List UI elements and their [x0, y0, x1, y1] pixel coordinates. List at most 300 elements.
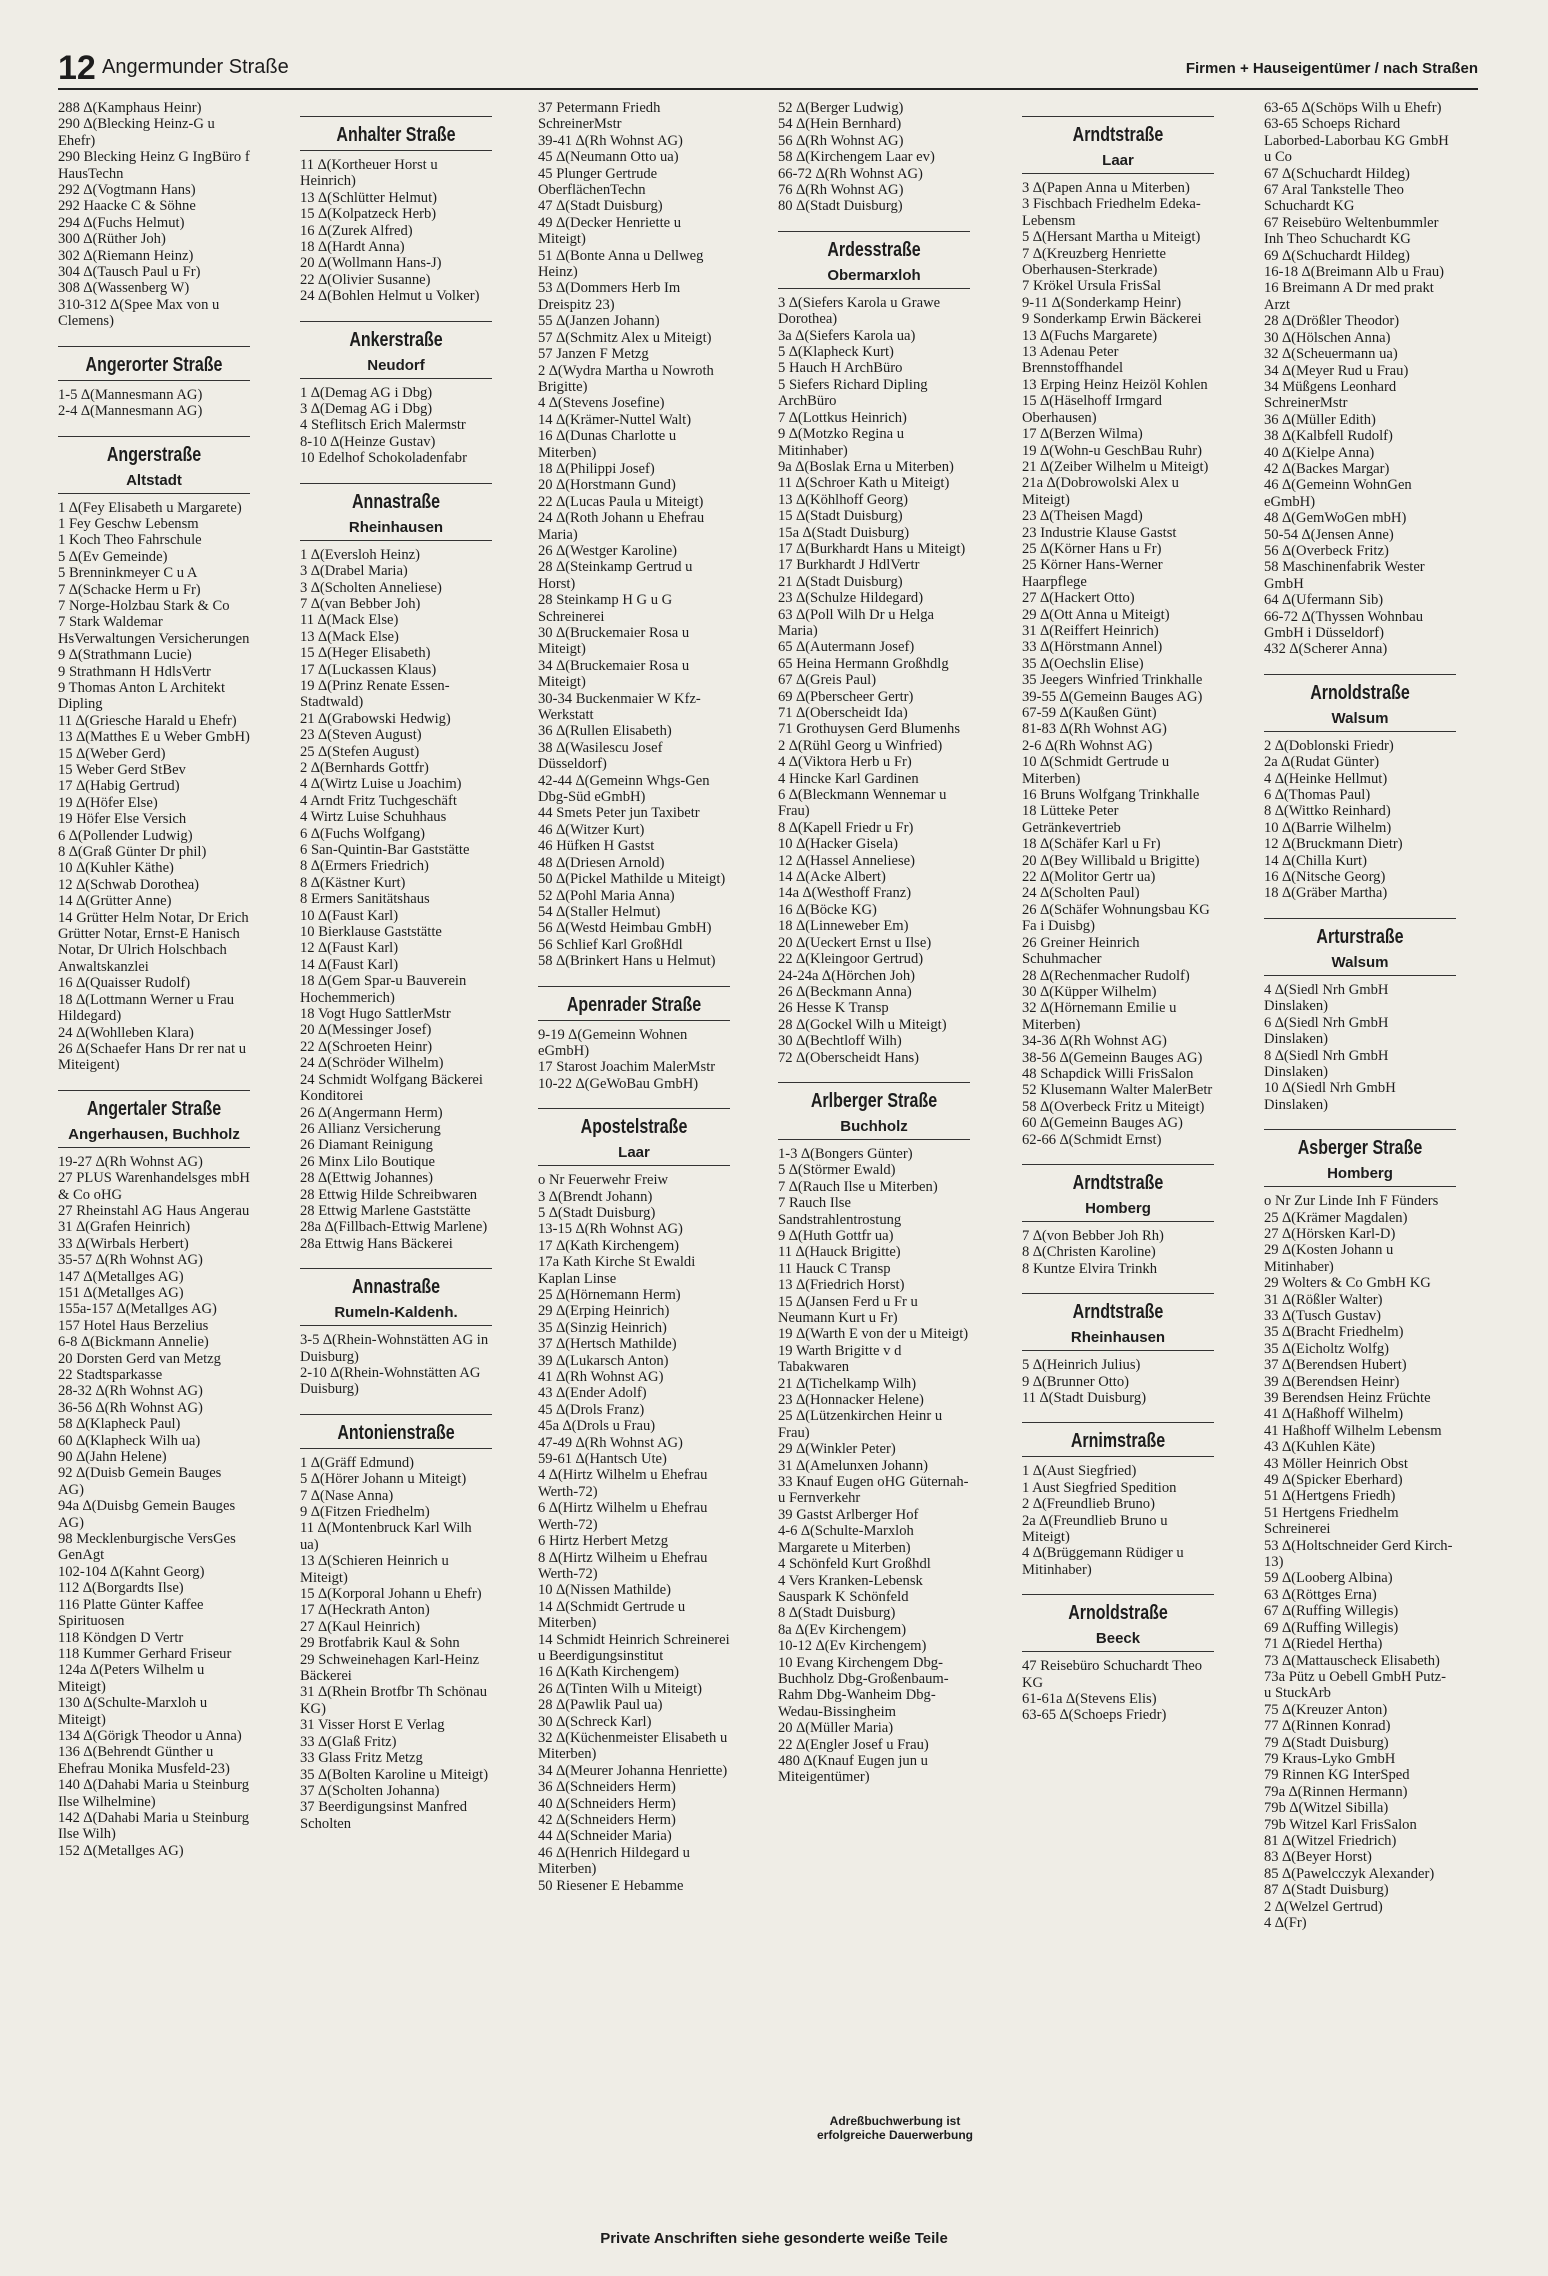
address-entry: 3 ∆(Brendt Johann)	[538, 1188, 653, 1205]
address-entry: 67-59 ∆(Kaußen Günt)	[1022, 705, 1157, 721]
address-entry: 35 ∆(Eicholtz Wolfg)	[1264, 1340, 1390, 1357]
address-entry: 71 Grothuysen Gerd Blumenhs	[778, 721, 960, 738]
address-entry: 14 ∆(Schmidt Gertrude u Miterben)	[538, 1598, 686, 1632]
address-entry: 48 ∆(Driesen Arnold)	[538, 854, 665, 871]
address-entry: 11 Hauck C Transp	[778, 1260, 891, 1277]
address-entry: 53 ∆(Dommers Herb Im Dreispitz 23)	[538, 280, 681, 313]
address-entry: 21 ∆(Stadt Duisburg)	[778, 573, 903, 590]
address-entry: 29 Brotfabrik Kaul & Sohn	[300, 1635, 460, 1652]
address-entry: 3 ∆(Drabel Maria)	[300, 563, 408, 580]
address-entry: 1-5 ∆(Mannesmann AG)	[58, 386, 203, 403]
address-entry: 22 ∆(Lucas Paula u Miteigt)	[538, 493, 704, 510]
street-name: Arturstraße	[1316, 925, 1404, 948]
header-section: Firmen + Hauseigentümer / nach Straßen	[1185, 60, 1478, 77]
address-entry: 53 ∆(Holtschneider Gerd Kirch-13)	[1264, 1537, 1453, 1571]
address-entry: 63 ∆(Röttges Erna)	[1264, 1586, 1377, 1603]
address-entry: 11 ∆(Mack Else)	[300, 612, 399, 629]
address-entry: 13 ∆(Friedrich Horst)	[778, 1277, 905, 1294]
address-entry: 66-72 ∆(Rh Wohnst AG)	[778, 165, 923, 182]
address-entry: 64 ∆(Ufermann Sib)	[1264, 592, 1384, 609]
address-entry: 72 ∆(Oberscheidt Hans)	[778, 1049, 920, 1066]
address-entry: 34-36 ∆(Rh Wohnst AG)	[1022, 1033, 1167, 1050]
district-name: Rheinhausen	[1070, 1329, 1166, 1347]
address-entry: 80 ∆(Stadt Duisburg)	[778, 198, 903, 215]
address-entry: 22 ∆(Kleingoor Gertrud)	[778, 951, 924, 968]
address-entry: 8 ∆(Graß Günter Dr phil)	[58, 844, 207, 861]
address-entry: 5 ∆(Klapheck Kurt)	[778, 344, 894, 361]
street-name: Asberger Straße	[1297, 1137, 1423, 1160]
address-entry: 9-19 ∆(Gemeinn Wohnen eGmbH)	[538, 1026, 688, 1059]
address-entry: 50 Riesener E Hebamme	[538, 1877, 684, 1894]
address-entry: 1 Aust Siegfried Spedition	[1022, 1479, 1177, 1496]
address-entry: 480 ∆(Knauf Eugen jun u Miteigentümer)	[778, 1752, 928, 1786]
address-entry: 3 ∆(Scholten Anneliese)	[300, 579, 442, 596]
address-entry: 79b ∆(Witzel Sibilla)	[1264, 1800, 1389, 1817]
address-entry: 34 Müßgens Leonhard SchreinerMstr	[1264, 378, 1397, 412]
address-entry: 17 ∆(Luckassen Klaus)	[300, 661, 437, 678]
column-2	[300, 100, 492, 1832]
street-heading	[300, 116, 492, 151]
address-entry: 65 Heina Hermann Großhdlg	[778, 655, 949, 672]
address-entry: 2 ∆(Welzel Gertrud)	[1264, 1898, 1383, 1915]
address-entry: 39-41 ∆(Rh Wohnst AG)	[538, 132, 683, 149]
address-entry: 35 ∆(Sinzig Heinrich)	[538, 1319, 667, 1336]
address-entry: 67 Reisebüro Weltenbummler Inh Theo Schuchardt KG	[1264, 214, 1439, 248]
address-entry: 15 ∆(Häselhoff Irmgard Oberhausen)	[1022, 393, 1162, 426]
address-entry: 24-24a ∆(Hörchen Joh)	[778, 967, 915, 984]
address-entry: 136 ∆(Behrendt Günther u Ehefrau Monika Musfeld-23)	[58, 1744, 230, 1777]
address-entry: 15 ∆(Stadt Duisburg)	[778, 508, 903, 525]
address-entry: 48 Schapdick Willi FrisSalon	[1022, 1065, 1194, 1082]
address-entry: 26 ∆(Schäfer Wohnungsbau KG Fa i Duisbg)	[1022, 901, 1210, 935]
address-entry: 1 Koch Theo Fahrschule	[58, 532, 202, 549]
street-heading	[300, 1414, 492, 1449]
address-entry: 31 ∆(Rhein Brotfbr Th Schönau KG)	[300, 1684, 488, 1717]
address-entry: 51 ∆(Hertgens Friedh)	[1264, 1488, 1396, 1505]
street-heading	[58, 346, 250, 381]
address-entry: 32 ∆(Hörnemann Emilie u Miterben)	[1022, 1000, 1177, 1033]
address-entry: 26 ∆(Schaefer Hans Dr rer nat u Miteigent)	[58, 1040, 247, 1074]
address-entry: 310-312 ∆(Spee Max von u Clemens)	[58, 296, 220, 330]
address-entry: 3 Fischbach Friedhelm Edeka-Lebensm	[1022, 196, 1201, 229]
address-entry: 14a ∆(Westhoff Franz)	[778, 885, 912, 902]
address-entry: 52 ∆(Pohl Maria Anna)	[538, 887, 675, 904]
address-entry: 2 ∆(Doblonski Friedr)	[1264, 737, 1394, 754]
street-heading	[1022, 116, 1214, 174]
address-entry: 36 ∆(Rullen Elisabeth)	[538, 723, 672, 740]
address-entry: 20 ∆(Müller Maria)	[778, 1720, 894, 1737]
district-name: Rheinhausen	[348, 518, 444, 536]
address-entry: 39 ∆(Berendsen Heinr)	[1264, 1373, 1400, 1390]
address-entry: 46 ∆(Henrich Hildegard u Miterben)	[538, 1844, 690, 1878]
address-entry: 20 ∆(Ueckert Ernst u Ilse)	[778, 934, 932, 951]
address-entry: 10 ∆(Hacker Gisela)	[778, 836, 898, 853]
address-entry: 23 Industrie Klause Gastst	[1022, 524, 1177, 541]
address-entry: 19 ∆(Höfer Else)	[58, 794, 158, 811]
address-entry: 11 ∆(Kortheuer Horst u Heinrich)	[300, 157, 438, 190]
address-entry: 5 Brenninkmeyer C u A	[58, 565, 198, 582]
address-entry: 304 ∆(Tausch Paul u Fr)	[58, 264, 201, 281]
address-entry: 15 ∆(Heger Elisabeth)	[300, 645, 431, 662]
address-entry: 152 ∆(Metallges AG)	[58, 1842, 184, 1859]
address-entry: 5 ∆(Heinrich Julius)	[1022, 1357, 1141, 1374]
address-entry: 20 ∆(Messinger Josef)	[300, 1022, 432, 1039]
address-entry: 58 ∆(Brinkert Hans u Helmut)	[538, 953, 716, 970]
address-entry: 33 ∆(Wirbals Herbert)	[58, 1235, 189, 1252]
address-entry: 28 ∆(Gockel Wilh u Miteigt)	[778, 1016, 947, 1033]
address-entry: 49 ∆(Decker Henriette u Miteigt)	[538, 214, 682, 248]
address-entry: 1 ∆(Fey Elisabeth u Margarete)	[58, 499, 242, 516]
address-entry: 67 ∆(Schuchardt Hildeg)	[1264, 165, 1410, 182]
address-entry: 52 ∆(Berger Ludwig)	[778, 100, 904, 116]
address-entry: 13-15 ∆(Rh Wohnst AG)	[538, 1221, 683, 1238]
address-entry: 63-65 ∆(Schoeps Friedr)	[1022, 1707, 1167, 1724]
address-entry: 4 ∆(Viktora Herb u Fr)	[778, 754, 912, 771]
address-entry: 10 Edelhof Schokoladenfabr	[300, 450, 467, 467]
street-name: Angertaler Straße	[86, 1097, 222, 1120]
address-entry: 29 ∆(Erping Heinrich)	[538, 1303, 670, 1320]
address-entry: 8 ∆(Siedl Nrh GmbH Dinslaken)	[1264, 1047, 1389, 1080]
address-entry: 58 ∆(Kirchengem Laar ev)	[778, 149, 935, 166]
address-entry: 147 ∆(Metallges AG)	[58, 1268, 184, 1285]
address-entry: 28 ∆(Steinkamp Gertrud u Horst)	[538, 559, 693, 592]
district-name: Homberg	[1327, 1165, 1393, 1183]
address-entry: 8 ∆(Christen Karoline)	[1022, 1244, 1156, 1261]
address-entry: 28 ∆(Pawlik Paul ua)	[538, 1697, 663, 1714]
address-entry: 79 Kraus-Lyko GmbH	[1264, 1750, 1396, 1767]
address-entry: 51 Hertgens Friedhelm Schreinerei	[1264, 1504, 1399, 1538]
address-entry: 66-72 ∆(Thyssen Wohnbau GmbH i Düsseldorf)	[1264, 608, 1424, 641]
address-entry: 17 ∆(Burkhardt Hans u Miteigt)	[778, 540, 966, 557]
address-entry: 7 ∆(Rauch Ilse u Miterben)	[778, 1178, 938, 1195]
address-entry: 33 ∆(Tusch Gustav)	[1264, 1307, 1382, 1324]
address-entry: 30 ∆(Küpper Wilhelm)	[1022, 983, 1157, 1000]
address-entry: 4 Vers Kranken-Lebensk Sauspark K Schönfeld	[778, 1572, 923, 1605]
street-heading	[538, 986, 730, 1021]
address-entry: 9 ∆(Huth Gottfr ua)	[778, 1227, 894, 1244]
address-entry: 134 ∆(Görigk Theodor u Anna)	[58, 1727, 242, 1744]
address-entry: 29 ∆(Kosten Johann u Mitinhaber)	[1264, 1242, 1394, 1275]
address-entry: 292 ∆(Vogtmann Hans)	[58, 182, 196, 199]
address-entry: 29 Wolters & Co GmbH KG	[1264, 1275, 1431, 1292]
address-entry: 43 ∆(Kuhlen Käte)	[1264, 1439, 1376, 1456]
address-entry: 8-10 ∆(Heinze Gustav)	[300, 433, 436, 450]
address-entry: 8 ∆(Stadt Duisburg)	[778, 1605, 896, 1622]
address-entry: 81 ∆(Witzel Friedrich)	[1264, 1832, 1397, 1849]
address-entry: 7 Stark Waldemar HsVerwaltungen Versicherungen	[58, 614, 250, 647]
address-entry: 54 ∆(Staller Helmut)	[538, 903, 661, 920]
address-entry: 37 ∆(Hertsch Mathilde)	[538, 1336, 677, 1353]
address-entry: 7 ∆(Nase Anna)	[300, 1487, 394, 1504]
address-entry: 37 Petermann Friedh SchreinerMstr	[538, 100, 661, 133]
address-entry: 33 ∆(Glaß Fritz)	[300, 1733, 397, 1750]
address-entry: 49 ∆(Spicker Eberhard)	[1264, 1472, 1403, 1489]
address-entry: 40 ∆(Schneiders Herm)	[538, 1795, 676, 1812]
address-entry: 16 ∆(Quaisser Rudolf)	[58, 975, 191, 992]
address-entry: 18 Vogt Hugo SattlerMstr	[300, 1006, 451, 1023]
street-name: Ardesstraße	[827, 238, 921, 261]
column-4	[778, 100, 970, 1786]
address-entry: 39 ∆(Lukarsch Anton)	[538, 1352, 669, 1369]
address-entry: 30-34 Buckenmaier W Kfz-Werkstatt	[538, 690, 701, 724]
address-entry: 155a-157 ∆(Metallges AG)	[58, 1301, 217, 1318]
address-entry: 35-57 ∆(Rh Wohnst AG)	[58, 1252, 203, 1269]
address-entry: 6 Hirtz Herbert Metzg	[538, 1533, 669, 1550]
address-entry: 24 ∆(Scholten Paul)	[1022, 885, 1140, 902]
address-entry: 98 Mecklenburgische VersGes GenAgt	[58, 1531, 236, 1564]
address-entry: 47-49 ∆(Rh Wohnst AG)	[538, 1434, 683, 1451]
address-entry: 36 ∆(Schneiders Herm)	[538, 1779, 676, 1796]
address-entry: 19 ∆(Wohn-u GeschBau Ruhr)	[1022, 442, 1203, 459]
address-entry: 12 ∆(Bruckmann Dietr)	[1264, 836, 1403, 853]
address-entry: 39 Berendsen Heinz Früchte	[1264, 1390, 1431, 1406]
address-entry: 54 ∆(Hein Bernhard)	[778, 116, 902, 133]
address-entry: 50-54 ∆(Jensen Anne)	[1264, 526, 1394, 543]
address-entry: o Nr Feuerwehr Freiw	[538, 1172, 669, 1189]
address-entry: 18 ∆(Linneweber Em)	[778, 918, 909, 935]
address-entry: 27 ∆(Hackert Otto)	[1022, 590, 1135, 607]
address-entry: 15a ∆(Stadt Duisburg)	[778, 524, 910, 541]
address-entry: 4 Hincke Karl Gardinen	[778, 770, 919, 787]
address-entry: 7 ∆(Lottkus Heinrich)	[778, 409, 907, 426]
address-entry: 1 ∆(Demag AG i Dbg)	[300, 384, 433, 401]
address-entry: 292 Haacke C & Söhne	[58, 198, 196, 215]
address-entry: 28a Ettwig Hans Bäckerei	[300, 1235, 453, 1252]
address-entry: 14 ∆(Grütter Anne)	[58, 893, 172, 910]
address-entry: 140 ∆(Dahabi Maria u Steinburg Ilse Wilhelmine)	[58, 1777, 250, 1810]
address-entry: 6 ∆(Hirtz Wilhelm u Ehefrau Werth-72)	[538, 1500, 708, 1533]
address-entry: 8a ∆(Ev Kirchengem)	[778, 1621, 907, 1638]
address-entry: 56 Schlief Karl GroßHdl	[538, 936, 683, 953]
address-entry: 42 ∆(Backes Margar)	[1264, 460, 1390, 477]
address-entry: 13 Erping Heinz Heizöl Kohlen	[1022, 376, 1208, 393]
street-heading	[778, 231, 970, 289]
address-entry: 34 ∆(Meurer Johanna Henriette)	[538, 1762, 728, 1779]
address-entry: 28 ∆(Ettwig Johannes)	[300, 1170, 433, 1187]
street-name: Apostelstraße	[580, 1116, 688, 1139]
address-entry: 25 ∆(Stefen August)	[300, 743, 420, 760]
address-entry: 294 ∆(Fuchs Helmut)	[58, 214, 185, 231]
address-entry: 29 ∆(Winkler Peter)	[778, 1441, 896, 1458]
address-entry: 28a ∆(Fillbach-Ettwig Marlene)	[300, 1219, 488, 1236]
address-entry: 8 ∆(Kästner Kurt)	[300, 874, 406, 891]
address-entry: 59-61 ∆(Hantsch Ute)	[538, 1451, 667, 1468]
address-entry: 2 ∆(Freundlieb Bruno)	[1022, 1496, 1155, 1513]
address-entry: 69 ∆(Schuchardt Hildeg)	[1264, 247, 1410, 264]
street-heading	[300, 321, 492, 379]
address-entry: 5 ∆(Stadt Duisburg)	[538, 1204, 656, 1221]
address-entry: 17a Kath Kirche St Ewaldi Kaplan Linse	[538, 1254, 696, 1287]
address-entry: 15 Weber Gerd StBev	[58, 762, 186, 778]
address-entry: 8 Kuntze Elvira Trinkh	[1022, 1260, 1157, 1277]
address-entry: 20 Dorsten Gerd van Metzg	[58, 1350, 221, 1367]
address-entry: 18 ∆(Schäfer Karl u Fr)	[1022, 836, 1161, 853]
district-name: Walsum	[1331, 709, 1389, 727]
address-entry: 77 ∆(Rinnen Konrad)	[1264, 1718, 1391, 1735]
address-entry: 13 ∆(Schieren Heinrich u Miteigt)	[300, 1553, 449, 1586]
address-entry: 10 ∆(Faust Karl)	[300, 907, 399, 924]
address-entry: 21 ∆(Zeiber Wilhelm u Miteigt)	[1022, 458, 1209, 475]
address-entry: 18 Lütteke Peter Getränkevertrieb	[1022, 803, 1121, 836]
address-entry: 45 ∆(Neumann Otto ua)	[538, 149, 679, 166]
address-entry: 116 Platte Günter Kaffee Spirituosen	[58, 1596, 204, 1630]
address-entry: 26 Hesse K Transp	[778, 1000, 889, 1017]
street-heading	[778, 1082, 970, 1140]
address-entry: 40 ∆(Kielpe Anna)	[1264, 444, 1375, 461]
street-name: Arndtstraße	[1072, 1301, 1164, 1324]
address-entry: 1-3 ∆(Bongers Günter)	[778, 1145, 913, 1162]
address-entry: 30 ∆(Bechtloff Wilh)	[778, 1033, 902, 1050]
street-name: Ankerstraße	[349, 328, 443, 351]
street-heading	[1264, 918, 1456, 976]
street-name: Arnimstraße	[1070, 1430, 1166, 1453]
address-entry: 24 ∆(Schröder Wilhelm)	[300, 1055, 444, 1072]
address-entry: 17 Starost Joachim MalerMstr	[538, 1059, 716, 1076]
address-entry: 22 ∆(Schroeten Heinr)	[300, 1038, 433, 1055]
address-entry: 6 ∆(Bleckmann Wennemar u Frau)	[778, 787, 947, 820]
address-entry: 27 ∆(Kaul Heinrich)	[300, 1618, 420, 1635]
address-entry: 36 ∆(Müller Edith)	[1264, 411, 1376, 428]
address-entry: 36-56 ∆(Rh Wohnst AG)	[58, 1399, 203, 1416]
address-entry: 14 ∆(Krämer-Nuttel Walt)	[538, 411, 692, 428]
address-entry: 130 ∆(Schulte-Marxloh u Miteigt)	[58, 1695, 208, 1728]
address-entry: 26 ∆(Beckmann Anna)	[778, 983, 912, 1000]
address-entry: 17 Burkhardt J HdlVertr	[778, 557, 920, 574]
district-name: Obermarxloh	[827, 266, 921, 284]
address-entry: 20 ∆(Wollmann Hans-J)	[300, 255, 442, 272]
address-entry: 32 ∆(Küchenmeister Elisabeth u Miterben)	[538, 1729, 728, 1763]
address-entry: 60 ∆(Gemeinn Bauges AG)	[1022, 1115, 1183, 1132]
address-entry: 4 ∆(Siedl Nrh GmbH Dinslaken)	[1264, 981, 1389, 1015]
address-entry: 8 ∆(Hirtz Wilheim u Ehefrau Werth-72)	[538, 1549, 708, 1582]
address-entry: 22 ∆(Olivier Susanne)	[300, 271, 431, 288]
address-entry: 25 ∆(Körner Hans u Fr)	[1022, 540, 1162, 557]
address-entry: 56 ∆(Westd Heimbau GmbH)	[538, 920, 712, 937]
district-name: Beeck	[1095, 1630, 1141, 1648]
address-entry: 44 ∆(Schneider Maria)	[538, 1828, 672, 1845]
address-entry: 26 Diamant Reinigung	[300, 1137, 433, 1154]
address-entry: 30 ∆(Bruckemaier Rosa u Miteigt)	[538, 625, 690, 658]
address-entry: 10 ∆(Schmidt Gertrude u Miterben)	[1022, 754, 1170, 787]
address-entry: 48 ∆(GemWoGen mbH)	[1264, 510, 1407, 527]
address-entry: 9 Thomas Anton L Architekt Dipling	[58, 679, 226, 713]
address-entry: 42-44 ∆(Gemeinn Whgs-Gen Dbg-Süd eGmbH)	[538, 772, 710, 806]
address-entry: 30 ∆(Hölschen Anna)	[1264, 329, 1391, 346]
address-entry: 28 ∆(Drößler Theodor)	[1264, 313, 1400, 330]
address-entry: 13 ∆(Fuchs Margarete)	[1022, 327, 1158, 344]
address-entry: 1 Fey Geschw Lebensm	[58, 515, 199, 532]
address-entry: 55 ∆(Janzen Johann)	[538, 313, 660, 330]
column-5	[1022, 100, 1214, 1724]
address-entry: 3 ∆(Demag AG i Dbg)	[300, 401, 433, 418]
address-entry: 63-65 Schoeps Richard Laborbed-Laborbau KG GmbH u Co	[1264, 116, 1449, 166]
address-entry: 12 ∆(Schwab Dorothea)	[58, 876, 200, 893]
address-entry: 4 Schönfeld Kurt Großhdl	[778, 1556, 931, 1573]
street-heading	[1022, 1594, 1214, 1652]
address-entry: 2 ∆(Rühl Georg u Winfried)	[778, 737, 943, 754]
address-entry: 69 ∆(Pberscheer Gertr)	[778, 688, 914, 705]
address-entry: 20 ∆(Horstmann Gund)	[538, 477, 676, 494]
address-entry: 157 Hotel Haus Berzelius	[58, 1317, 209, 1334]
address-entry: 75 ∆(Kreuzer Anton)	[1264, 1701, 1388, 1718]
street-name: Angerorter Straße	[85, 353, 223, 376]
street-name: Annastraße	[351, 490, 441, 513]
street-heading	[1264, 674, 1456, 732]
address-entry: 24 ∆(Roth Johann u Ehefrau Maria)	[538, 510, 705, 543]
address-entry: 87 ∆(Stadt Duisburg)	[1264, 1882, 1389, 1899]
address-entry: 16 Breimann A Dr med prakt Arzt	[1264, 280, 1434, 313]
address-entry: 17 ∆(Habig Gertrud)	[58, 778, 180, 795]
address-entry: 31 ∆(Grafen Heinrich)	[58, 1219, 191, 1236]
address-entry: 24 Schmidt Wolfgang Bäckerei Konditorei	[300, 1071, 483, 1105]
address-entry: 19 ∆(Prinz Renate Essen-Stadtwald)	[300, 677, 450, 711]
address-entry: 10 ∆(Siedl Nrh GmbH Dinslaken)	[1264, 1080, 1396, 1113]
address-entry: 23 ∆(Theisen Magd)	[1022, 508, 1143, 525]
address-entry: 7 ∆(Schacke Herm u Fr)	[58, 581, 201, 598]
address-entry: 10-12 ∆(Ev Kirchengem)	[778, 1638, 927, 1655]
address-entry: 38 ∆(Kalbfell Rudolf)	[1264, 428, 1393, 445]
address-entry: 13 ∆(Köhlhoff Georg)	[778, 491, 908, 508]
address-entry: 20 ∆(Bey Willibald u Brigitte)	[1022, 852, 1200, 869]
address-entry: 5 ∆(Ev Gemeinde)	[58, 548, 168, 565]
address-entry: 9 ∆(Strathmann Lucie)	[58, 647, 192, 664]
address-entry: 12 ∆(Hassel Anneliese)	[778, 852, 915, 869]
street-name: Annastraße	[351, 1276, 441, 1299]
address-entry: 10 Bierklause Gaststätte	[300, 924, 442, 941]
address-entry: 79b Witzel Karl FrisSalon	[1264, 1816, 1417, 1833]
address-entry: 21 ∆(Tichelkamp Wilh)	[778, 1375, 917, 1392]
address-entry: 76 ∆(Rh Wohnst AG)	[778, 182, 904, 199]
address-entry: 16 ∆(Böcke KG)	[778, 901, 877, 918]
street-name: Arndtstraße	[1072, 1171, 1164, 1194]
address-entry: 41 ∆(Haßhoff Wilhelm)	[1264, 1406, 1404, 1423]
street-heading	[1022, 1293, 1214, 1351]
column-3	[538, 100, 730, 1894]
address-entry: 45 ∆(Drols Franz)	[538, 1401, 645, 1418]
street-name: Anhalter Straße	[336, 124, 456, 146]
address-entry: 4 ∆(Brüggemann Rüdiger u Mitinhaber)	[1022, 1545, 1184, 1578]
street-name: Arnoldstraße	[1068, 1602, 1168, 1625]
address-entry: 14 ∆(Acke Albert)	[778, 869, 886, 886]
address-entry: 8 ∆(Ermers Friedrich)	[300, 858, 429, 875]
address-entry: 46 Hüfken H Gastst	[538, 838, 655, 855]
address-entry: 14 ∆(Chilla Kurt)	[1264, 852, 1367, 869]
district-name: Walsum	[1331, 953, 1389, 971]
address-entry: 57 Janzen F Metzg	[538, 346, 649, 363]
address-entry: 37 ∆(Berendsen Hubert)	[1264, 1357, 1407, 1374]
address-entry: 118 Köndgen D Vertr	[58, 1629, 184, 1646]
address-entry: 26 ∆(Angermann Herm)	[300, 1104, 443, 1121]
address-entry: 31 ∆(Reiffert Heinrich)	[1022, 622, 1159, 639]
address-entry: 29 ∆(Ott Anna u Miteigt)	[1022, 606, 1170, 623]
address-entry: 4 Steflitsch Erich Malermstr	[300, 417, 466, 434]
header-street: Angermunder Straße	[102, 56, 289, 78]
address-entry: 112 ∆(Borgardts Ilse)	[58, 1580, 184, 1597]
address-entry: 11 ∆(Griesche Harald u Ehefr)	[58, 712, 237, 729]
address-entry: 45 Plunger Gertrude OberflächenTechn	[538, 165, 658, 199]
address-entry: 2 ∆(Bernhards Gottfr)	[300, 759, 429, 776]
address-entry: 6-8 ∆(Bickmann Annelie)	[58, 1334, 209, 1351]
address-entry: 300 ∆(Rüther Joh)	[58, 231, 166, 248]
address-entry: 25 ∆(Hörnemann Herm)	[538, 1287, 681, 1303]
address-entry: 67 Aral Tankstelle Theo Schuchardt KG	[1264, 182, 1404, 215]
address-entry: 15 ∆(Kolpatzeck Herb)	[300, 206, 437, 223]
address-entry: 11 ∆(Schroer Kath u Miteigt)	[778, 475, 950, 492]
address-entry: 18 ∆(Lottmann Werner u Frau Hildegard)	[58, 991, 235, 1025]
address-entry: 79 Rinnen KG InterSped	[1264, 1767, 1410, 1784]
address-entry: 85 ∆(Pawelcczyk Alexander)	[1264, 1865, 1435, 1882]
address-entry: 39-55 ∆(Gemeinn Bauges AG)	[1022, 688, 1203, 705]
